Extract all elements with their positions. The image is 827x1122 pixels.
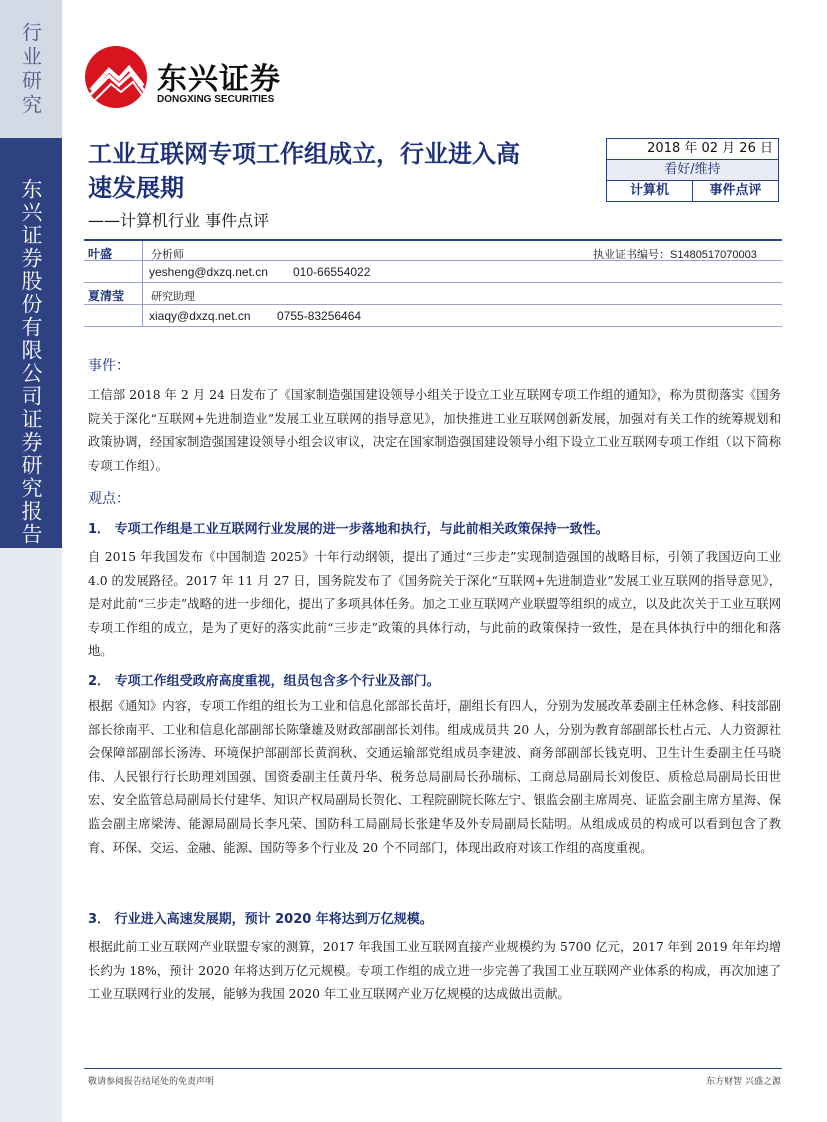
author-details <box>142 241 782 263</box>
company-logo <box>85 46 325 110</box>
point-1-heading: 1． 专项工作组是工业互联网行业发展的进一步落地和执行，与此前相关政策保持一致性。 <box>88 522 609 537</box>
logo-emblem-icon <box>85 46 147 108</box>
view-heading: 观点： <box>88 491 130 507</box>
report-subtitle: ——计算机行业 事件点评 <box>88 211 270 230</box>
author-contact-row <box>84 261 782 283</box>
footer-slogan: 东方财智 兴盛之源 <box>706 1077 781 1087</box>
footer-disclaimer[interactable]: 敬请参阅报告结尾处的免责声明 <box>88 1077 215 1087</box>
sidebar-company-block <box>0 138 62 548</box>
author-license <box>593 246 757 262</box>
authors-table <box>84 239 782 327</box>
point-2-heading: 2． 专项工作组受政府高度重视，组员包含多个行业及部门。 <box>88 674 440 689</box>
logo-name-cn: 东兴证券 <box>157 62 281 97</box>
author-details <box>142 283 782 305</box>
author-name: 叶盛 <box>88 247 113 261</box>
logo-name-en: DONGXING SECURITIES <box>157 94 275 105</box>
author-phone: 0755-83256464 <box>277 309 362 323</box>
point-2-paragraph: 根据《通知》内容，专项工作组的组长为工业和信息化部部长苗圩，副组长有四人，分别为发展改革委副主任林念修、科技部副部长徐南平、工业和信息化部副部长陈肇雄及财政部副部长刘伟。组成成员共 20 人，分别为教育部副部长杜占元、人力资源社会保障部副部长汤涛、环境保护部副部长黄润秋、交通运输部党组成员李建波、商务部副部长钱克明、卫生计生委副主任马晓伟、人民银行行长助理刘国强、国资委副主任黄丹华、税务总局副局长孙瑞标、工商总局副局长刘俊臣、质检总局副局长田世宏、安全监管总局副局长付建华、知识产权局副局长贺化、工程院副院长陈左宁、银监会副主席周亮、证监会副主席方星海、保监会副主席梁涛、能源局副局长李凡荣、国防科工局副局长张建华及外专局副局长陆明。从组成成员的构成可以看到包含了教育、环保、交运、金融、能源、国防等多个行业及 20 个不同部门，体现出政府对该工作组的高度重视。 <box>88 699 781 855</box>
author-role: 研究助理 <box>151 290 195 303</box>
report-title: 工业互联网专项工作组成立，行业进入高速发展期 <box>88 140 520 202</box>
author-role: 分析师 <box>151 248 184 261</box>
author-contact <box>142 261 782 283</box>
author-email[interactable]: yesheng@dxzq.net.cn <box>149 265 268 279</box>
left-sidebar <box>0 0 62 1122</box>
sidebar-category-block <box>0 0 62 138</box>
report-date: 2018 年 02 月 26 日 <box>607 139 778 160</box>
author-email[interactable]: xiaqy@dxzq.net.cn <box>149 309 251 323</box>
point-1-paragraph: 自 2015 年我国发布《中国制造 2025》十年行动纲领，提出了通过“三步走”实现制造强国的战略目标，引领了我国迈向工业 4.0 的发展路径。2017 年 11 月 27 日，国务院发布了《国务院关于深化“互联网+先进制造业”发展工业互联网的指导意见》，是对此前“三步走”战略的进一步细化，提出了多项具体任务。加之工业互联网产业联盟等组织的成立，以及此次关于工业互联网专项工作组的成立，是为了更好的落实此前“三步走”政策的具体行动，与此前的政策保持一致性，是在具体执行中的细化和落地。 <box>88 550 781 659</box>
industry-rating: 看好/维持 <box>607 160 778 181</box>
author-phone: 010-66554022 <box>293 265 371 279</box>
point-3-paragraph: 根据此前工业互联网产业联盟专家的测算，2017 年我国工业互联网直接产业规模约为 5700 亿元，2017 年到 2019 年年均增长约为 18%，预计 2020 年将达到万亿元规模。专项工作组的成立进一步完善了我国工业互联网产业体系的构成，再次加速了工业互联网行业的发展，能够为我国 2020 年工业互联网产业万亿规模的达成做出贡献。 <box>88 940 781 1002</box>
sidebar-category: 行业研究 <box>18 22 43 118</box>
author-contact-row <box>84 305 782 327</box>
event-paragraph: 工信部 2018 年 2 月 24 日发布了《国家制造强国建设领导小组关于设立工业互联网专项工作组的通知》，称为贯彻落实《国务院关于深化“互联网+先进制造业”发展工业互联网的指导意见》，加快推进工业互联网创新发展，加强对有关工作的统筹规划和政策协调，经国家制造强国建设领导小组会议审议，决定在国家制造强国建设领导小组下设立工业互联网专项工作组（以下简称专项工作组）。 <box>88 388 781 473</box>
author-contact <box>142 305 782 327</box>
author-row <box>84 239 782 261</box>
report-info-box <box>606 138 779 202</box>
tag-industry: 计算机 <box>629 183 669 198</box>
point-3-heading: 3． 行业进入高速发展期，预计 2020 年将达到万亿规模。 <box>88 912 433 927</box>
sidebar-company-report: 东兴证券股份有限公司证券研究报告 <box>19 178 43 546</box>
author-name: 夏清莹 <box>88 289 125 303</box>
event-heading: 事件： <box>88 358 130 374</box>
author-row <box>84 283 782 305</box>
report-tags <box>607 181 778 201</box>
tag-report-type: 事件点评 <box>692 181 778 201</box>
license-label: 执业证书编号： <box>593 248 670 261</box>
license-number: S1480517070003 <box>670 249 757 261</box>
footer-divider <box>84 1068 782 1069</box>
